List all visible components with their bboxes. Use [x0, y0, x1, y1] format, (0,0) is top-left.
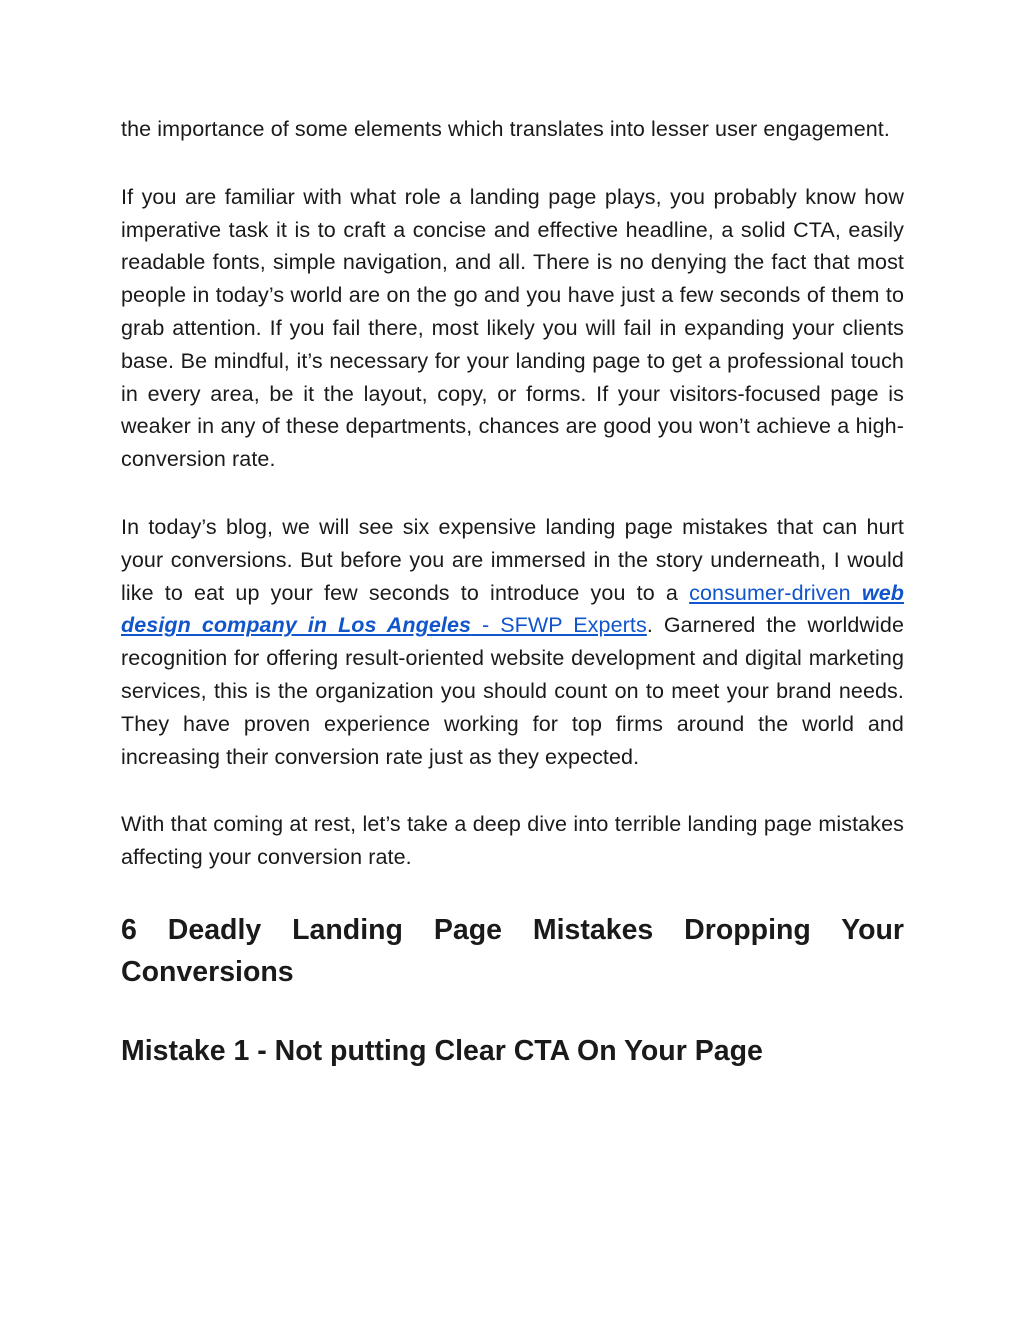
- paragraph-text-after-link: . Garnered the worldwide recognition for offering result-oriented website development and digital marketing services, this is the organization you should count on to meet your brand needs. They have proven experience working for top firms around the world and increasing their conversion rate just as they expected.: [121, 613, 905, 769]
- document-page: [121, 113, 904, 1072]
- link-text-suffix: - SFWP Experts: [471, 613, 647, 638]
- mistake-1-heading: Mistake 1 - Not putting Clear CTA On Your Page: [121, 1034, 763, 1067]
- paragraph-text-before-link: In today’s blog, we will see six expensive landing page mistakes that can hurt your conversions. But before you are immersed in the story underneath, I would like to eat up your few seconds to introduce you to a: [121, 514, 904, 605]
- paragraph-intro-continuation: the importance of some elements which translates into lesser user engagement.: [121, 117, 890, 141]
- link-text-bold: web design company in Los Angeles: [121, 580, 904, 638]
- section-heading: 6 Deadly Landing Page Mistakes Dropping Your Conversions: [121, 913, 904, 988]
- paragraph-blog-introduction: [121, 511, 904, 773]
- paragraph-landing-page-importance: If you are familiar with what role a landing page plays, you probably know how imperative task it is to craft a concise and effective headline, a solid CTA, easily readable fonts, simple navigation, and all. There is no denying the fact that most people in today’s world are on the go and you have just a few seconds of them to grab attention. If you fail there, most likely you will fail in expanding your clients base. Be mindful, it’s necessary for your landing page to get a professional touch in every area, be it the layout, copy, or forms. If your visitors-focused page is weaker in any of these departments, chances are good you won’t achieve a high-conversion rate.: [121, 184, 904, 472]
- paragraph-transition: With that coming at rest, let’s take a deep dive into terrible landing page mistakes affecting your conversion rate.: [121, 812, 904, 870]
- link-text-prefix: consumer-driven: [689, 580, 862, 605]
